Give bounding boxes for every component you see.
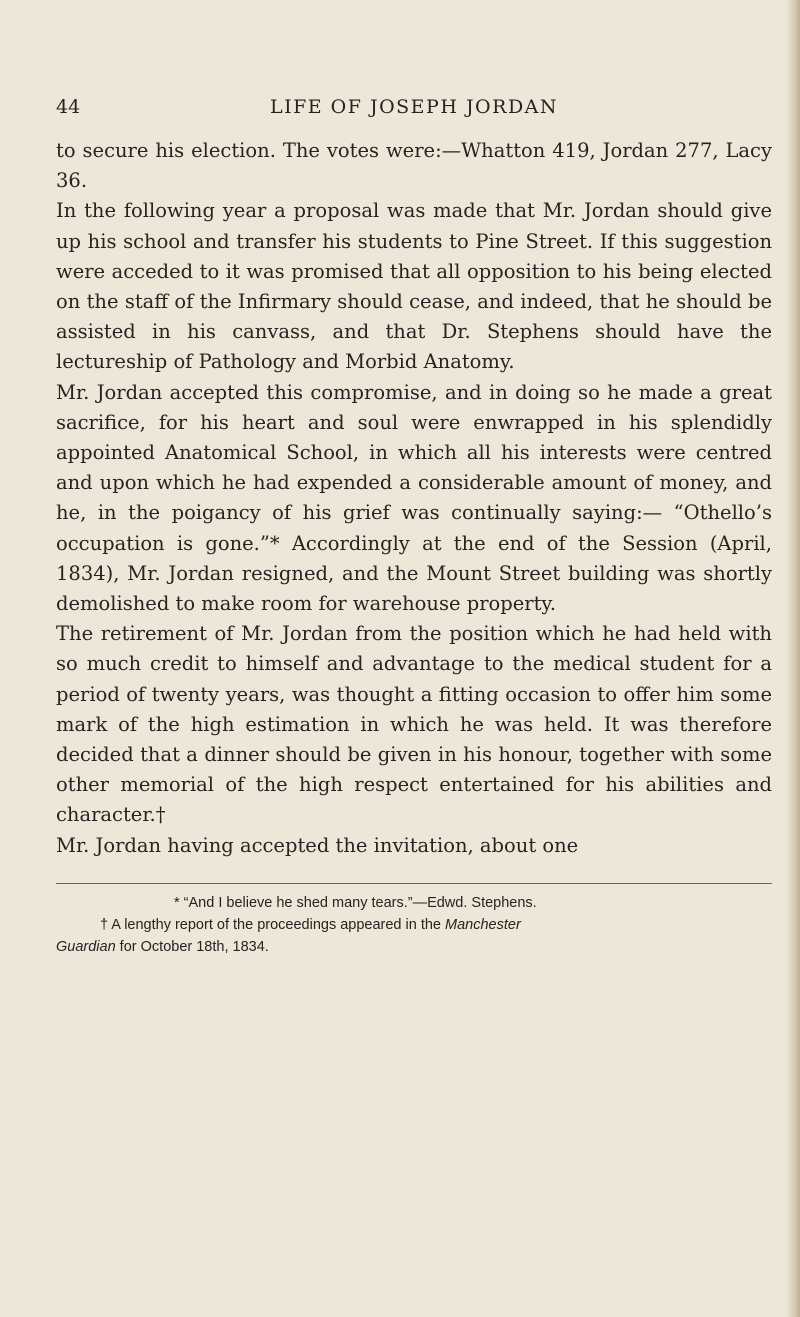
page-edge-shadow [786,0,800,1317]
page-number: 44 [56,96,81,118]
footnote-2-italic-manchester: Manchester [445,916,521,933]
footnote-2-text: † A lengthy report of the proceedings appeared in the [100,916,446,933]
footnote-divider [56,883,772,884]
paragraph: Mr. Jordan having accepted the invitation, about one [56,833,579,857]
book-page [56,96,772,958]
page-header [56,96,772,132]
paragraph: Mr. Jordan accepted this compromise, and in doing so he made a great sacrifice, for his heart and soul were enwrapped in his splendidly appointed Anatomical School, in which all his interests were centred and upon which he had expended a considerable amount of money, and he, in the poigancy of his grief was continually saying:— “Othello’s occupation is gone.”* Accordingly at the end of the Session (April, 1834), Mr. Jordan resigned, and the Mount Street building was shortly demolished to make room for warehouse property. [56,380,772,616]
body-text [56,136,772,861]
footnote-1: * “And I believe he shed many tears.”—Edwd. Stephens. [174,894,537,911]
footnote-2 [56,914,772,936]
running-title: LIFE OF JOSEPH JORDAN [269,96,559,118]
footnote-2-continued [56,936,772,958]
paragraph: The retirement of Mr. Jordan from the position which he had held with so much credit to himself and advantage to the medical student for a period of twenty years, was thought a fitting occasion to offer him some mark of the high estimation in which he was held. It was therefore decided that a dinner should be given in his honour, together with some other memorial of the high respect entertained for his abilities and character.† [56,622,772,827]
paragraph: to secure his election. The votes were:—Whatton 419, Jordan 277, Lacy 36. [56,139,772,193]
footnote-2-italic-guardian: Guardian [56,938,116,955]
footnote-2-end: for October 18th, 1834. [115,938,269,955]
paragraph: In the following year a proposal was made that Mr. Jordan should give up his school and transfer his students to Pine Street. If this suggestion were acceded to it was promised that all opposition to his being elected on the staff of the Infirmary should cease, and indeed, that he should be assisted in his canvass, and that Dr. Stephens should have the lectureship of Pathology and Morbid Anatomy. [56,199,772,374]
footnotes [56,892,772,958]
